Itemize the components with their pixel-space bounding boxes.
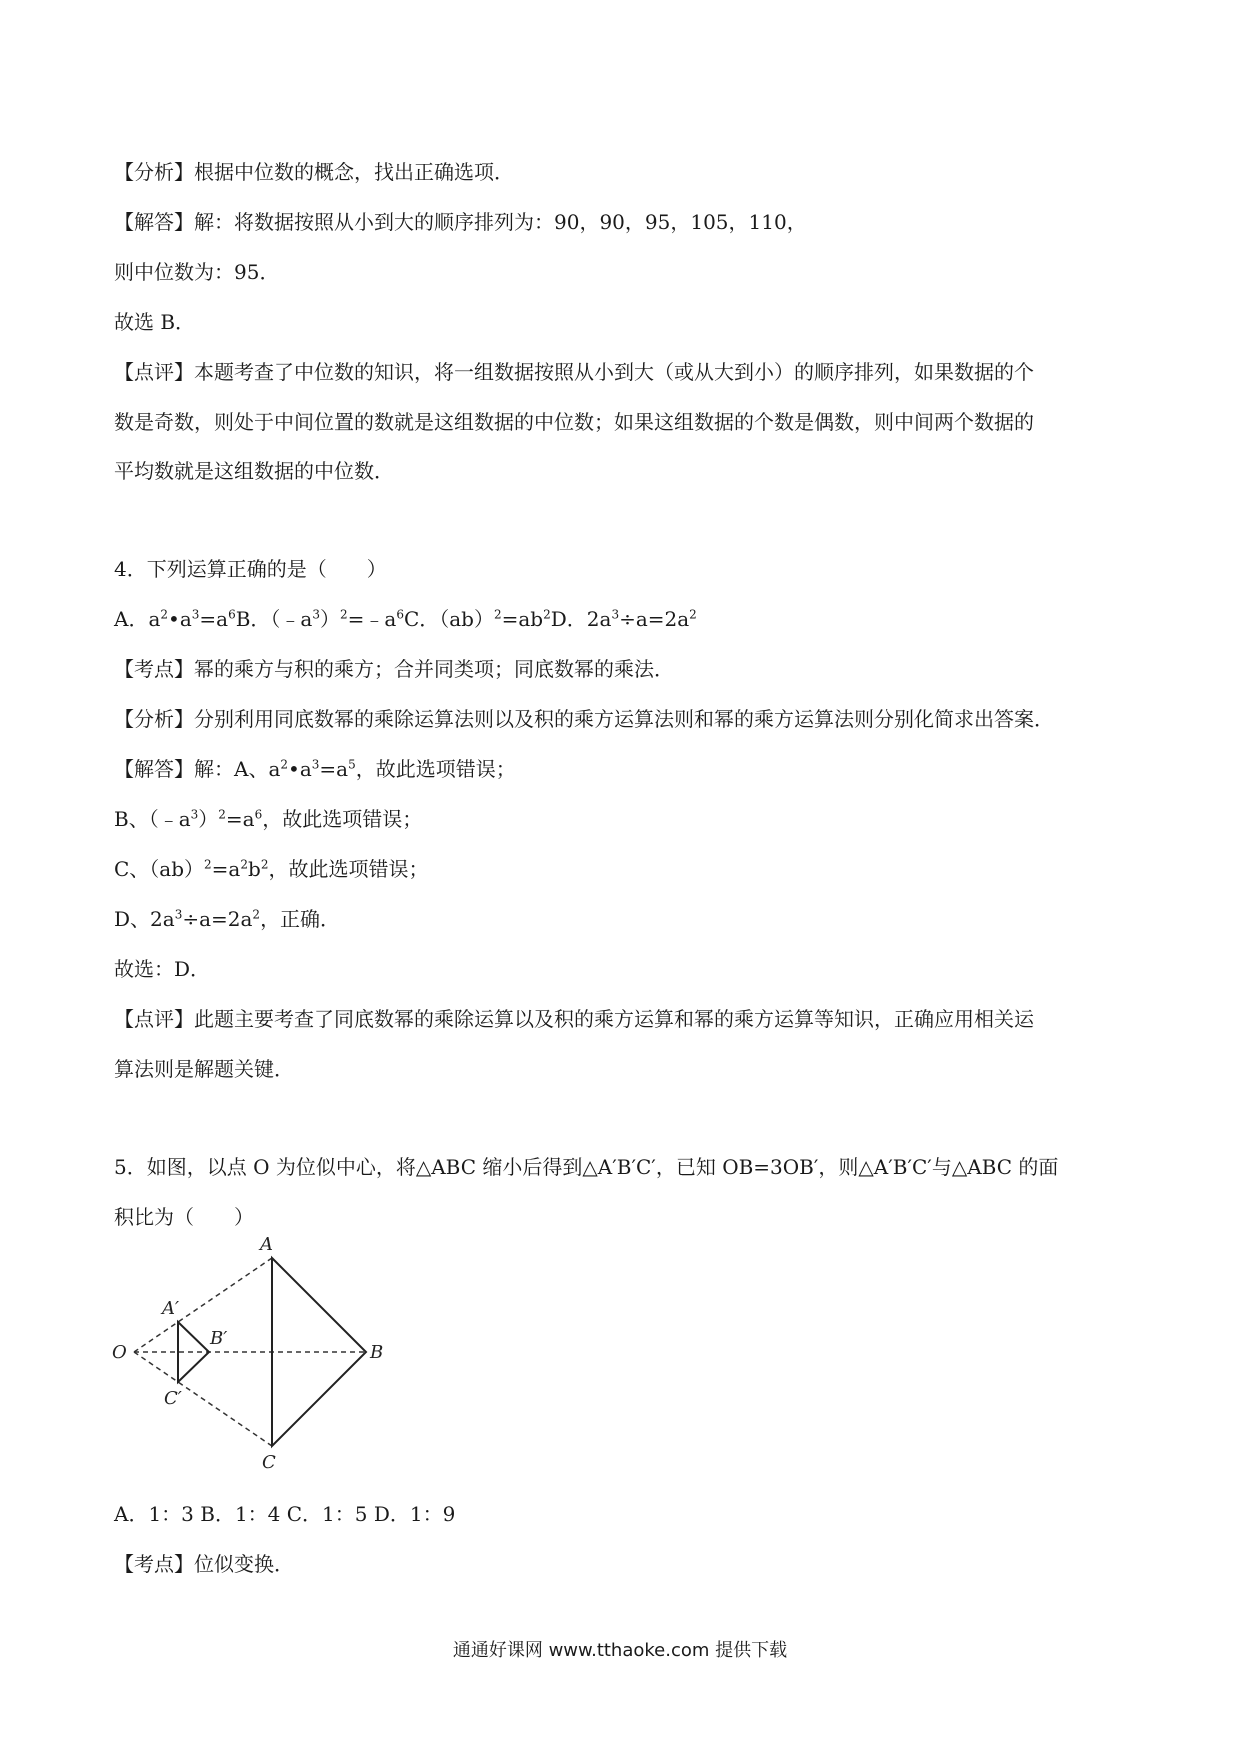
q4-option-a: A．a bbox=[114, 607, 161, 631]
sup: 3 bbox=[611, 607, 620, 622]
sup: 2 bbox=[252, 907, 261, 922]
q4-option-b: B．（﹣a bbox=[235, 607, 313, 631]
q4-choice: 故选：D． bbox=[114, 957, 211, 981]
label-a: A bbox=[260, 1234, 273, 1255]
q4-solution-c bbox=[114, 855, 428, 883]
text: =a bbox=[225, 807, 255, 831]
q5-point: 【考点】位似变换． bbox=[114, 1552, 294, 1576]
q3-comment-line-1: 【点评】本题考查了中位数的知识，将一组数据按照从小到大（或从大到小）的顺序排列，如果数据的个 bbox=[114, 360, 1034, 384]
sup: 2 bbox=[240, 857, 248, 872]
q4-comment-line-2: 算法则是解题关键． bbox=[114, 1057, 294, 1081]
sup: 3 bbox=[190, 807, 199, 822]
q4-options bbox=[114, 605, 697, 633]
sup: 2 bbox=[204, 857, 212, 872]
text: D、2a bbox=[114, 907, 175, 931]
q4-point: 【考点】幂的乘方与积的乘方；合并同类项；同底数幂的乘法． bbox=[114, 657, 674, 681]
q4-solution-a bbox=[114, 755, 516, 783]
sup: 2 bbox=[280, 757, 289, 772]
q4-question: 4．下列运算正确的是（ ） bbox=[114, 557, 387, 581]
text: =ab bbox=[501, 607, 544, 631]
q4-solution-b bbox=[114, 805, 422, 833]
sup: 2 bbox=[543, 607, 551, 622]
sup: 2 bbox=[218, 807, 226, 822]
q3-median: 则中位数为：95． bbox=[114, 260, 280, 284]
text: 【解答】解：A、a bbox=[114, 757, 281, 781]
text: =a bbox=[319, 757, 349, 781]
sup: 2 bbox=[339, 607, 348, 622]
sup: 3 bbox=[312, 607, 320, 622]
sup: 6 bbox=[228, 607, 236, 622]
label-c: C bbox=[262, 1452, 276, 1473]
text: ，正确． bbox=[260, 907, 341, 931]
q3-solution: 【解答】解：将数据按照从小到大的顺序排列为：90，90，95，105，110， bbox=[114, 210, 807, 234]
text: ，故此选项错误； bbox=[355, 757, 516, 781]
q4-solution-d bbox=[114, 905, 340, 933]
q3-analysis: 【分析】根据中位数的概念，找出正确选项． bbox=[114, 160, 514, 184]
text: =a bbox=[211, 857, 241, 881]
text: •a bbox=[288, 757, 312, 781]
text: ÷a=2a bbox=[182, 907, 253, 931]
sup: 6 bbox=[254, 807, 263, 822]
homothety-diagram bbox=[112, 1232, 402, 1482]
sup: 3 bbox=[311, 757, 320, 772]
text: =﹣a bbox=[347, 607, 397, 631]
label-a-prime: A′ bbox=[162, 1298, 180, 1319]
ray-oa bbox=[134, 1258, 272, 1352]
q5-question-line-2: 积比为（ ） bbox=[114, 1205, 254, 1229]
label-b: B bbox=[370, 1342, 384, 1363]
sup: 2 bbox=[260, 857, 269, 872]
q3-comment-line-2: 数是奇数，则处于中间位置的数就是这组数据的中位数；如果这组数据的个数是偶数，则中间两个数据的 bbox=[114, 410, 1034, 434]
sup: 2 bbox=[160, 607, 169, 622]
page-footer: 通通好课网 www.tthaoke.com 提供下载 bbox=[452, 1640, 788, 1661]
text: b bbox=[248, 857, 261, 881]
text: ，故此选项错误； bbox=[268, 857, 429, 881]
sup: 2 bbox=[493, 607, 502, 622]
ray-oc bbox=[134, 1352, 272, 1446]
q5-question-line-1: 5．如图，以点 O 为位似中心，将△ABC 缩小后得到△A′B′C′，已知 OB=3OB′，则△A′B′C′与△ABC 的面 bbox=[114, 1155, 1059, 1179]
q3-comment-line-3: 平均数就是这组数据的中位数． bbox=[114, 459, 394, 483]
text: ） bbox=[198, 807, 219, 831]
text: C、（ab） bbox=[114, 857, 205, 881]
sup: 5 bbox=[348, 757, 356, 772]
label-c-prime: C′ bbox=[164, 1388, 182, 1409]
label-o: O bbox=[112, 1342, 127, 1363]
text: =a bbox=[199, 607, 229, 631]
sup: 3 bbox=[174, 907, 183, 922]
q5-options: A．1：3 B．1：4 C．1：5 D．1：9 bbox=[114, 1502, 456, 1526]
sup: 2 bbox=[689, 607, 697, 622]
sup: 3 bbox=[191, 607, 200, 622]
q3-choice: 故选 B． bbox=[114, 310, 196, 334]
text: ÷a=2a bbox=[619, 607, 690, 631]
q4-option-c: C．（ab） bbox=[403, 607, 494, 631]
text: ，故此选项错误； bbox=[262, 807, 423, 831]
q4-comment-line-1: 【点评】此题主要考查了同底数幂的乘除运算以及积的乘方运算和幂的乘方运算等知识，正确应用相关运 bbox=[114, 1007, 1034, 1031]
homothety-figure bbox=[112, 1232, 402, 1482]
text: ） bbox=[319, 607, 340, 631]
text: B、（﹣a bbox=[114, 807, 191, 831]
q4-option-d: D．2a bbox=[550, 607, 612, 631]
q4-analysis: 【分析】分别利用同底数幂的乘除运算法则以及积的乘方运算法则和幂的乘方运算法则分别化简求出答案． bbox=[114, 707, 1054, 731]
label-b-prime: B′ bbox=[210, 1328, 228, 1349]
sup: 6 bbox=[396, 607, 404, 622]
text: •a bbox=[168, 607, 192, 631]
